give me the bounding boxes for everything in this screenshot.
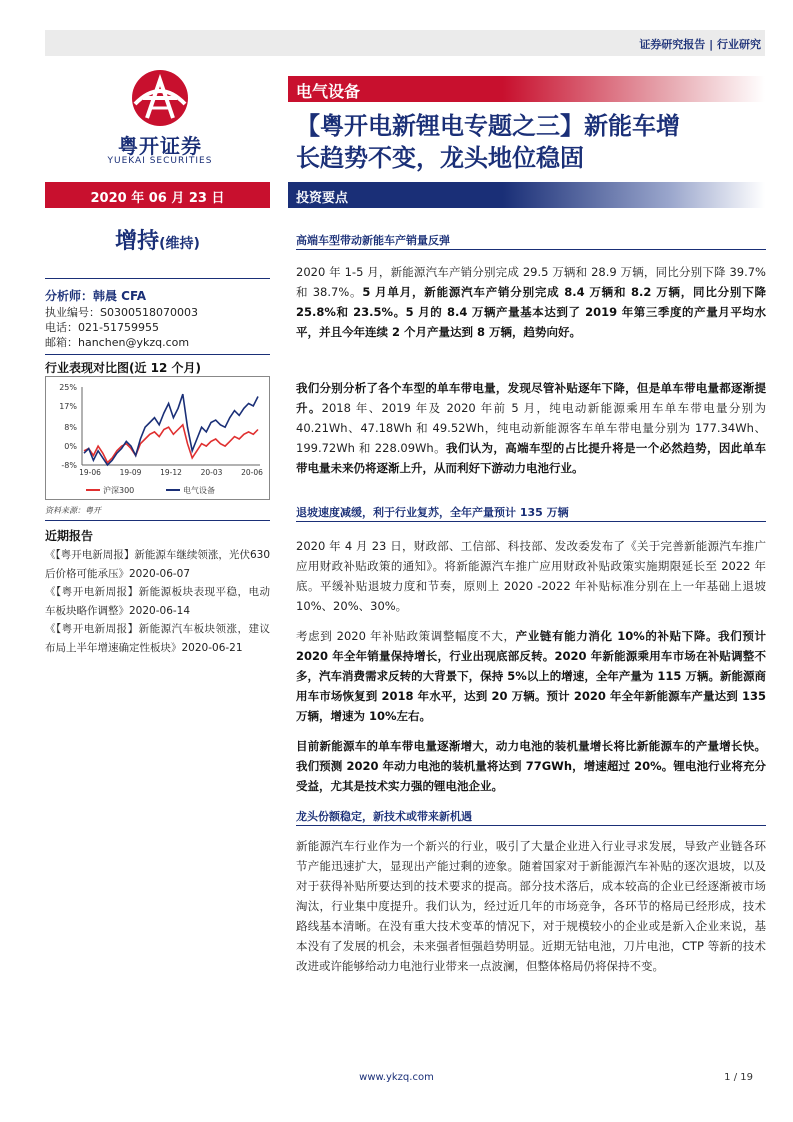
body-paragraph — [296, 262, 766, 342]
y-tick-label: -8% — [61, 461, 77, 470]
recent-reports-title: 近期报告 — [45, 529, 94, 543]
logo-emblem-icon — [125, 68, 195, 128]
recent-report-item[interactable] — [45, 620, 270, 657]
y-tick-label: 17% — [59, 401, 77, 411]
section-heading-text: 龙头份额稳定，新技术或带来新机遇 — [296, 810, 472, 823]
report-type: 证券研究报告 | 行业研究 — [639, 38, 761, 51]
chart-svg — [46, 377, 271, 501]
recent-report-date: 2020-06-21 — [181, 641, 243, 654]
x-tick-label: 19-06 — [79, 468, 101, 477]
analyst-license: 执业编号：S0300518070003 — [45, 306, 198, 319]
x-tick-label: 19-12 — [160, 468, 182, 477]
performance-chart — [45, 376, 270, 500]
rating-sub: (维持) — [159, 236, 200, 252]
recent-report-title: 《【粤开电新周报】新能源车继续领涨，光伏630后价格可能承压》 — [45, 549, 270, 580]
legend-label: 沪深300 — [103, 486, 135, 495]
section-heading — [296, 806, 766, 826]
divider — [45, 278, 270, 279]
bold-run: 我们认为，高端车型的占比提升将是一个必然趋势，因此单车带电量未来仍将逐渐上升，从而利好下游动力电池行业。 — [296, 441, 767, 475]
chart-source: 资料来源：粤开 — [45, 506, 101, 515]
recent-report-date: 2020-06-07 — [129, 567, 191, 580]
x-tick-label: 19-09 — [119, 468, 142, 477]
text-run: 2020 年 1-5 月，新能源汽车产销分别完成 29.5 万辆和 28.9 万辆，同比分别下降 39.7%和 38.7%。 — [296, 265, 766, 299]
y-tick-label: 25% — [59, 383, 77, 392]
body-paragraph — [296, 836, 766, 976]
text-run: 2018 年、2019 年及 2020 年前 5 月，纯电动新能源乘用车单车带电量分别为 40.21Wh、47.18Wh 和 49.52Wh，纯电动新能源客车单车带电量分别为 177.34Wh、199.72Wh 和 228.09Wh。 — [296, 401, 767, 455]
company-logo — [95, 68, 225, 168]
report-title — [296, 110, 766, 174]
series-line-hs300 — [84, 425, 258, 463]
x-tick-label: 20-03 — [200, 468, 223, 477]
title-line-1: 【粤开电新锂电专题之三】新能车增 — [296, 112, 680, 140]
y-tick-label: 8% — [64, 423, 77, 433]
section-heading — [296, 502, 766, 522]
bold-run: 5 月单月，新能源汽车产销分别完成 8.4 万辆和 8.2 万辆，同比分别下降 25.8%和 23.5%。5 月的 8.4 万辆产量基本达到了 2019 年第三季度的产量月平均水平，并且今年连续 2 个月产量达到 8 万辆，趋势向好。 — [296, 285, 766, 339]
bold-run: 产业链有能力消化 10%的补贴下降。我们预计 2020 年全年销量保持增长，行业出现底部反转。2020 年新能源乘用车市场在补贴调整不多，汽车消费需求反转的大背景下，保持 5%以上的增速，全年产量为 115 万辆。新能源商用车市场恢复到 2018 年水平，达到 20 万辆。预计 2020 年全年新能源车产量达到 135 万辆，增速为 10%左右。 — [296, 629, 767, 723]
sector-label: 电气设备 — [296, 82, 361, 101]
analyst-email[interactable]: 邮箱：hanchen@ykzq.com — [45, 336, 190, 349]
recent-report-item[interactable] — [45, 583, 270, 620]
date-bar — [45, 182, 270, 208]
recent-report-date: 2020-06-14 — [129, 604, 191, 617]
recent-report-title: 《【粤开电新周报】新能源板块表现平稳，电动车板块略作调整》 — [45, 586, 270, 617]
analyst-phone: 电话：021-51759955 — [45, 321, 159, 334]
invest-points-bar — [288, 182, 765, 208]
bold-run: 目前新能源车的单车带电量逐渐增大，动力电池的装机量增长将比新能源车的产量增长快。我们预测 2020 年动力电池的装机量将达到 77GWh，增速超过 20%。锂电池行业将充分受益，尤其是技术实力强的锂电池企业。 — [296, 739, 766, 793]
report-date: 2020 年 06 月 23 日 — [90, 191, 225, 206]
y-tick-label: 0% — [64, 442, 77, 452]
logo-name-en: YUEKAI SECURITIES — [107, 156, 213, 166]
sector-banner — [288, 76, 765, 102]
body-paragraph — [296, 536, 766, 616]
body-paragraph — [296, 626, 766, 726]
text-run: 考虑到 2020 年补贴政策调整幅度不大， — [296, 629, 516, 643]
page-number: 1 / 19 — [724, 1072, 753, 1083]
recent-report-title: 《【粤开电新周报】新能源汽车板块领涨，建议布局上半年增速确定性板块》 — [45, 623, 270, 654]
chart-title: 行业表现对比图(近 12 个月) — [45, 361, 202, 375]
rating-main: 增持 — [115, 229, 160, 254]
text-run: 2020 年 4 月 23 日，财政部、工信部、科技部、发改委发布了《关于完善新能源汽车推广应用财政补贴政策的通知》。将新能源汽车推广应用财政补贴政策实施期限延长至 2022 年底。平缓补贴退坡力度和节奏，原则上 2020 -2022 年补贴标准分别在上一年基础上退坡 10%、20%、30%。 — [296, 539, 766, 613]
title-line-2: 长趋势不变，龙头地位稳固 — [296, 144, 584, 172]
divider — [45, 520, 270, 521]
legend-label: 电气设备 — [183, 486, 215, 495]
divider — [45, 354, 270, 355]
section-heading-text: 退坡速度减缓，利于行业复苏，全年产量预计 135 万辆 — [296, 506, 569, 519]
analyst-name: 分析师：韩晨 CFA — [45, 289, 147, 303]
section-heading-text: 高端车型带动新能车产销量反弹 — [296, 234, 450, 247]
header-band — [45, 30, 765, 56]
recent-report-item[interactable] — [45, 546, 270, 583]
body-paragraph — [296, 736, 766, 796]
logo-name-cn: 粤开证券 — [118, 134, 202, 158]
x-tick-label: 20-06 — [241, 468, 263, 477]
recent-reports-list — [45, 546, 270, 657]
text-run: 新能源汽车行业作为一个新兴的行业，吸引了大量企业进入行业寻求发展，导致产业链各环节产能迅速扩大，显现出产能过剩的迹象。随着国家对于新能源汽车补贴的逐次退坡，以及对于获得补贴所要达到的技术要求的提高。部分技术落后，成本较高的企业已经逐渐被市场淘汰，行业集中度提升。我们认为，经过近几年的市场竞争，各环节的格局已经形成，技术路线基本清晰。在没有重大技术变革的情况下，对于规模较小的企业或是新入企业来说，基本没有了发展的机会，未来强者恒强趋势明显。近期无钴电池，刀片电池，CTP 等新的技术改进或许能够给动力电池行业带来一点波澜，但整体格局仍将保持不变。 — [296, 839, 766, 973]
invest-points-label: 投资要点 — [296, 191, 349, 206]
body-paragraph — [296, 378, 766, 478]
bold-run: 我们分别分析了各个车型的单车带电量，发现尽管补贴逐年下降，但是单车带电量都逐渐提升。 — [296, 381, 766, 415]
footer-url[interactable]: www.ykzq.com — [359, 1072, 434, 1083]
rating — [45, 224, 270, 255]
section-heading — [296, 230, 766, 250]
